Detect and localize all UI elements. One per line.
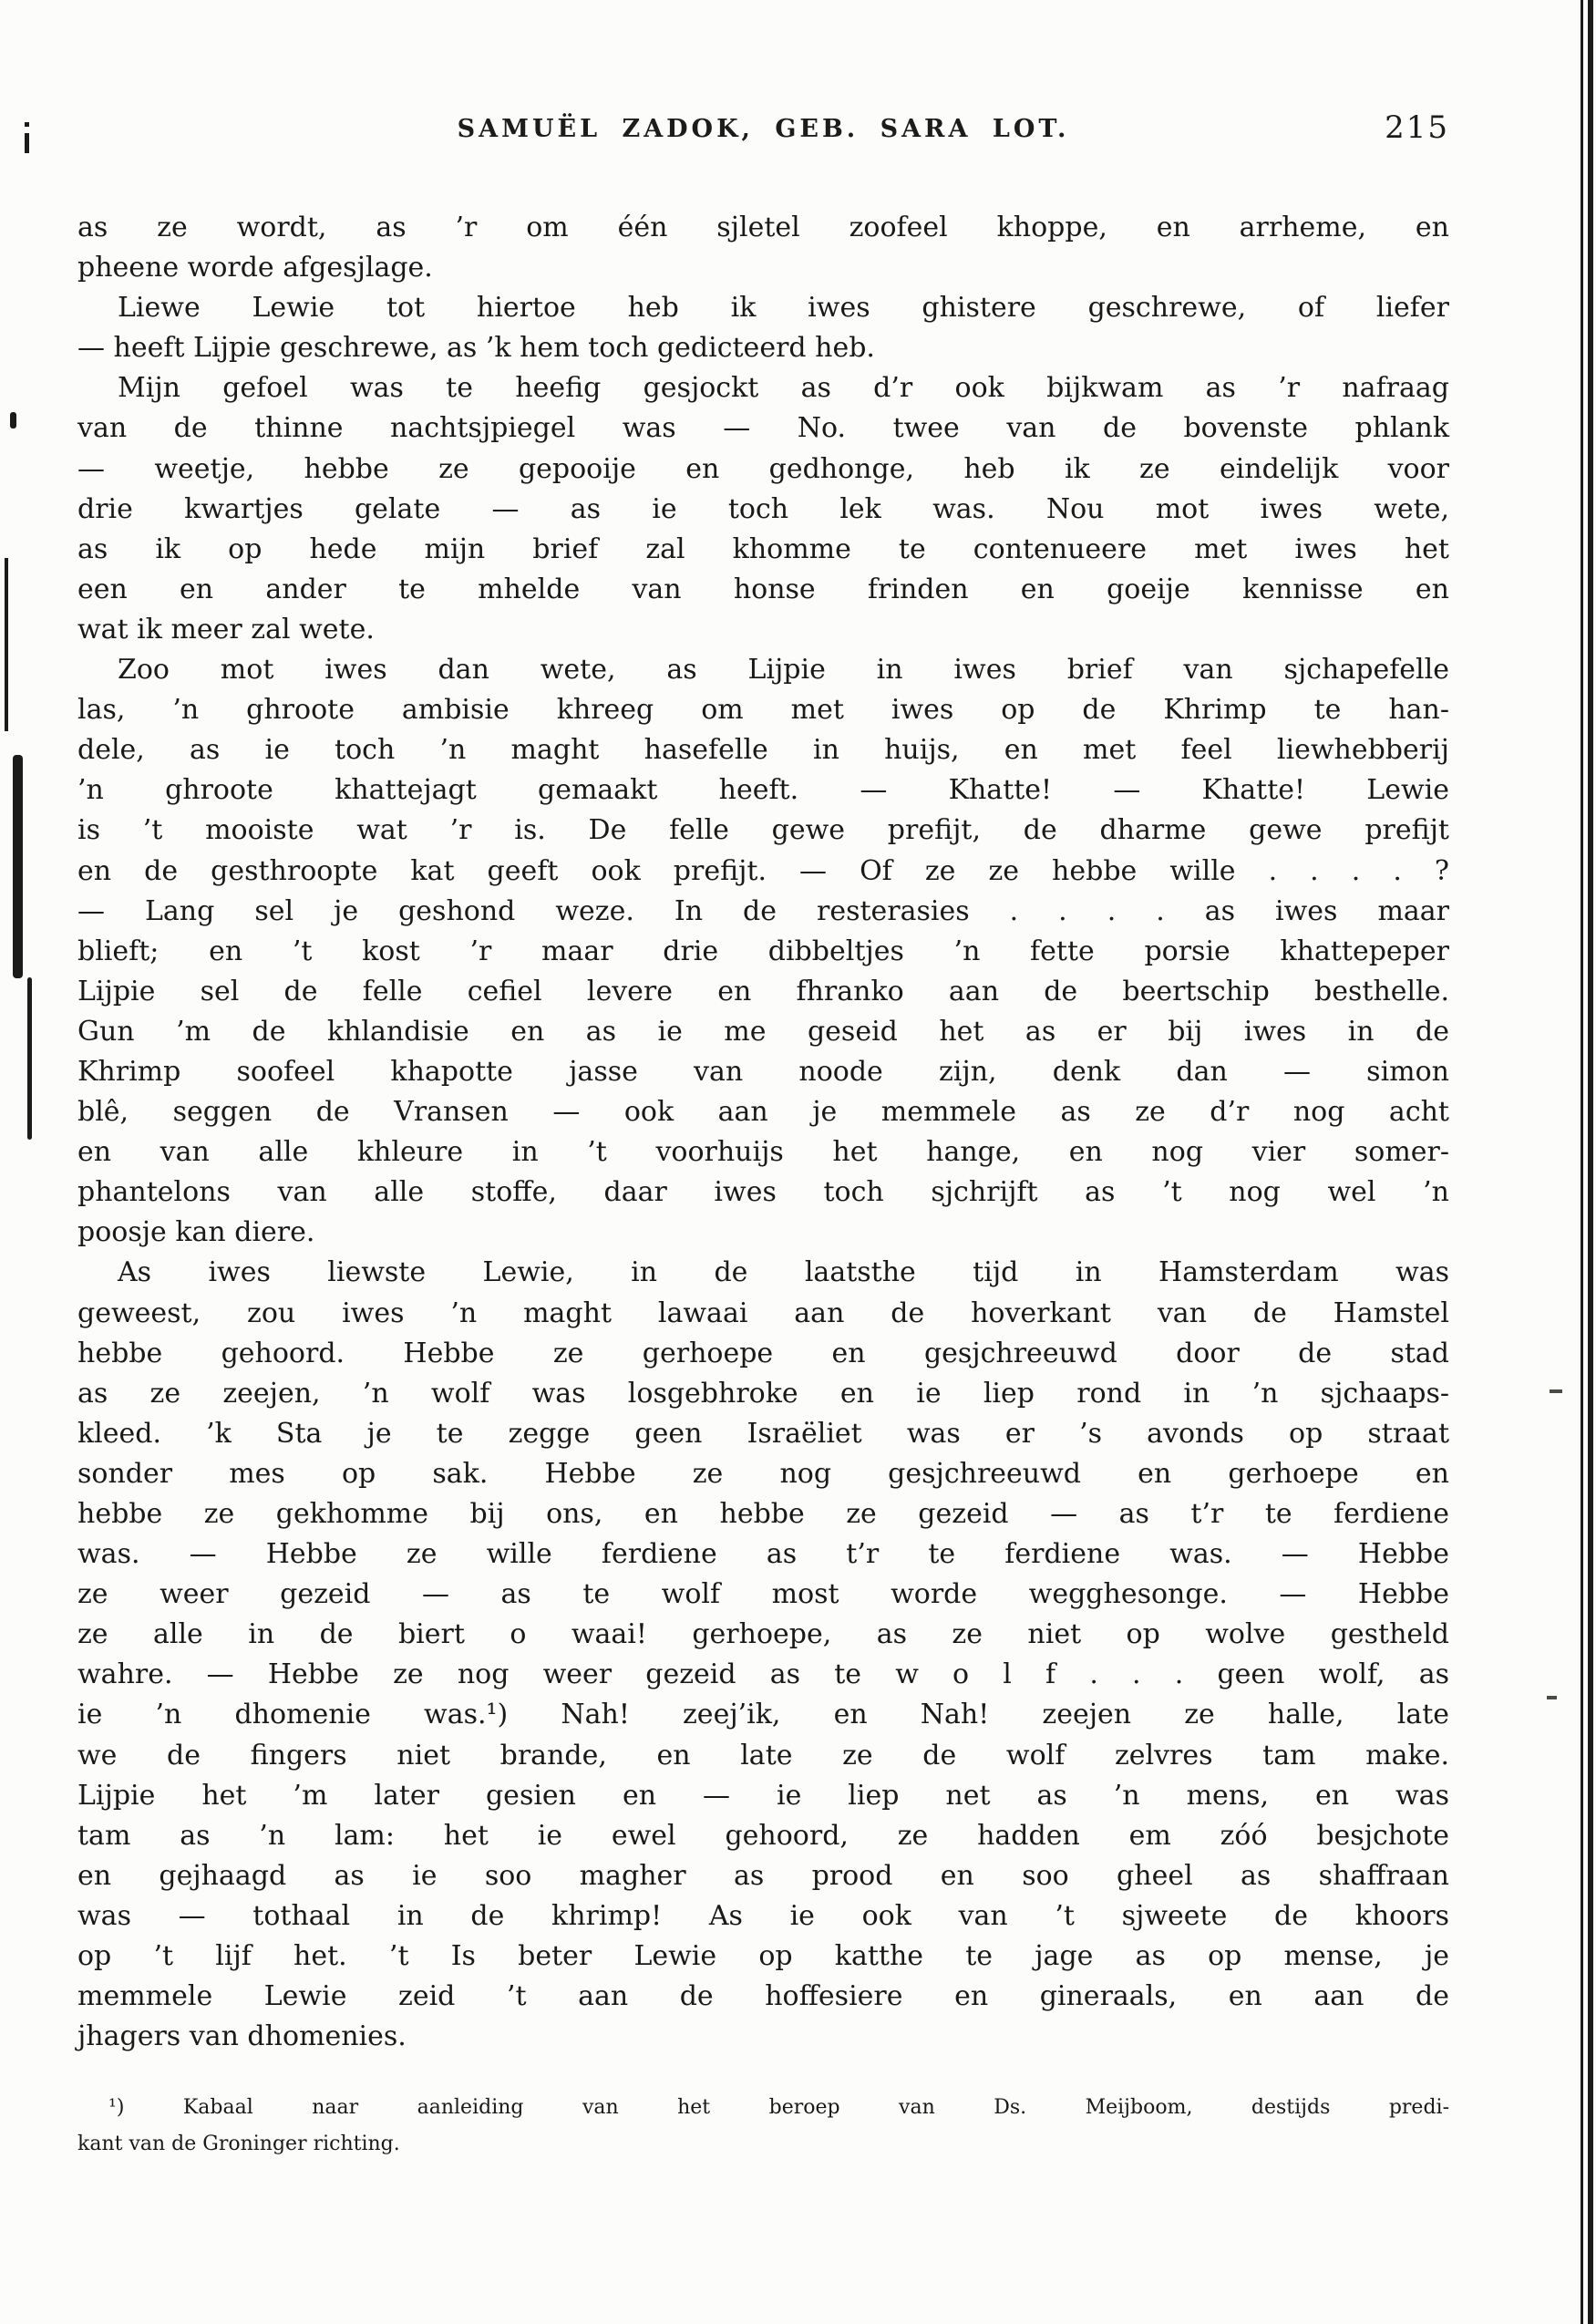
text-line: ze alle in de biert o waai! gerhoepe, as ze niet op wolve gestheld bbox=[77, 1618, 1449, 1651]
text-line: ’n ghroote khattejagt gemaakt heeft. — Khatte! — Khatte! Lewie bbox=[77, 774, 1449, 807]
scan-dash-right-2 bbox=[1547, 1696, 1557, 1699]
text-line: memmele Lewie zeid ’t aan de hoffesiere en gineraals, en aan de bbox=[77, 1980, 1449, 2013]
text-line: Mijn gefoel was te heefig gesjockt as d’r ook bijkwam as ’r nafraag bbox=[118, 372, 1449, 405]
text-line: hebbe gehoord. Hebbe ze gerhoepe en gesjchreeuwd door de stad bbox=[77, 1337, 1449, 1369]
text-line: as ik op hede mijn brief zal khomme te contenueere met iwes het bbox=[77, 532, 1449, 565]
text-line: wahre. — Hebbe ze nog weer gezeid as te w o l f . . . geen wolf, as bbox=[77, 1658, 1449, 1691]
running-title: SAMUËL ZADOK, GEB. SARA LOT. bbox=[457, 115, 1070, 143]
scan-speck-i-dot bbox=[25, 122, 29, 127]
footnote bbox=[77, 2090, 1449, 2163]
page-edge-line-thin bbox=[1581, 0, 1583, 2324]
text-line: — heeft Lijpie geschrewe, as ’k hem toch gedicteerd heb. bbox=[77, 332, 875, 365]
text-line: Khrimp soofeel khapotte jasse van noode zijn, denk dan — simon bbox=[77, 1055, 1449, 1088]
text-line: ie ’n dhomenie was.¹) Nah! zeej’ik, en Nah! zeejen ze halle, late bbox=[77, 1699, 1449, 1731]
scan-speck-i bbox=[25, 133, 29, 153]
text-line: — weetje, hebbe ze gepooije en gedhonge, heb ik ze eindelijk voor bbox=[77, 452, 1449, 485]
text-line: geweest, zou iwes ’n maght lawaai aan de hoverkant van de Hamstel bbox=[77, 1296, 1449, 1329]
text-line: kant van de Groninger richting. bbox=[77, 2133, 400, 2155]
text-line: pheene worde afgesjlage. bbox=[77, 252, 433, 284]
text-line: as ze wordt, as ’r om één sjletel zoofeel khoppe, en arrheme, en bbox=[77, 212, 1449, 243]
text-line: van de thinne nachtsjpiegel was — No. twee van de bovenste phlank bbox=[77, 412, 1449, 445]
text-line: dele, as ie toch ’n maght hasefelle in huijs, en met feel liewhebberij bbox=[77, 734, 1449, 767]
text-line: blieft; en ’t kost ’r maar drie dibbeltjes ’n fette porsie khattepeper bbox=[77, 935, 1449, 967]
text-line: — Lang sel je geshond weze. In de resterasies . . . . as iwes maar bbox=[77, 894, 1449, 927]
text-line: jhagers van dhomenies. bbox=[77, 2020, 407, 2053]
text-line: een en ander te mhelde van honse frinden en goeije kennisse en bbox=[77, 573, 1449, 605]
scan-line-left-medium bbox=[27, 977, 32, 1140]
scan-bar-left-thick bbox=[13, 755, 23, 978]
running-head bbox=[77, 109, 1449, 155]
text-line: Gun ’m de khlandisie en as ie me geseid het as er bij iwes in de bbox=[77, 1015, 1449, 1048]
scan-line-left-thin bbox=[5, 558, 8, 731]
page-edge-line-thick bbox=[1588, 0, 1593, 2324]
text-line: ze weer gezeid — as te wolf most worde wegghesonge. — Hebbe bbox=[77, 1578, 1449, 1611]
text-line: kleed. ’k Sta je te zegge geen Israëliet was er ’s avonds op straat bbox=[77, 1417, 1449, 1450]
text-line: las, ’n ghroote ambisie khreeg om met iwes op de Khrimp te han- bbox=[77, 694, 1449, 727]
text-line: blê, seggen de Vransen — ook aan je memmele as ze d’r nog acht bbox=[77, 1096, 1449, 1129]
text-line: hebbe ze gekhomme bij ons, en hebbe ze gezeid — as t’r te ferdiene bbox=[77, 1498, 1449, 1530]
text-line: was — tothaal in de khrimp! As ie ook van ’t sjweete de khoors bbox=[77, 1899, 1449, 1932]
text-line: Liewe Lewie tot hiertoe heb ik iwes ghistere geschrewe, of liefer bbox=[118, 292, 1449, 325]
text-line: phantelons van alle stoffe, daar iwes toch sjchrijft as ’t nog wel ’n bbox=[77, 1176, 1449, 1209]
text-line: en van alle khleure in ’t voorhuijs het hange, en nog vier somer- bbox=[77, 1136, 1449, 1169]
text-line: wat ik meer zal wete. bbox=[77, 613, 375, 646]
scan-dash-right-1 bbox=[1550, 1389, 1562, 1393]
text-line: Lijpie het ’m later gesien en — ie liep net as ’n mens, en was bbox=[77, 1779, 1449, 1812]
text-line: ¹) Kabaal naar aanleiding van het beroep van Ds. Meijboom, destijds predi- bbox=[108, 2096, 1449, 2119]
scan-speck-comma bbox=[10, 412, 16, 429]
text-line: en gejhaagd as ie soo magher as prood en soo gheel as shaffraan bbox=[77, 1859, 1449, 1892]
text-line: is ’t mooiste wat ’r is. De felle gewe prefijt, de dharme gewe prefijt bbox=[77, 814, 1449, 847]
page-number: 215 bbox=[1385, 109, 1449, 146]
text-line: as ze zeejen, ’n wolf was losgebhroke en ie liep rond in ’n sjchaaps- bbox=[77, 1377, 1449, 1410]
text-line: was. — Hebbe ze wille ferdiene as t’r te ferdiene was. — Hebbe bbox=[77, 1538, 1449, 1571]
text-line: tam as ’n lam: het ie ewel gehoord, ze hadden em zóó besjchote bbox=[77, 1819, 1449, 1852]
text-line: drie kwartjes gelate — as ie toch lek was. Nou mot iwes wete, bbox=[77, 492, 1449, 525]
text-line: poosje kan diere. bbox=[77, 1216, 315, 1249]
text-line: sonder mes op sak. Hebbe ze nog gesjchreeuwd en gerhoepe en bbox=[77, 1457, 1449, 1490]
body-text bbox=[77, 208, 1449, 2057]
text-line: we de fingers niet brande, en late ze de wolf zelvres tam make. bbox=[77, 1739, 1449, 1771]
text-line: Zoo mot iwes dan wete, as Lijpie in iwes brief van sjchapefelle bbox=[118, 654, 1449, 687]
text-line: As iwes liewste Lewie, in de laatsthe tijd in Hamsterdam was bbox=[118, 1256, 1449, 1289]
text-line: Lijpie sel de felle cefiel levere en fhranko aan de beertschip besthelle. bbox=[77, 975, 1449, 1007]
text-line: op ’t lijf het. ’t Is beter Lewie op katthe te jage as op mense, je bbox=[77, 1940, 1449, 1973]
text-line: en de gesthroopte kat geeft ook prefijt. — Of ze ze hebbe wille . . . . ? bbox=[77, 854, 1449, 887]
